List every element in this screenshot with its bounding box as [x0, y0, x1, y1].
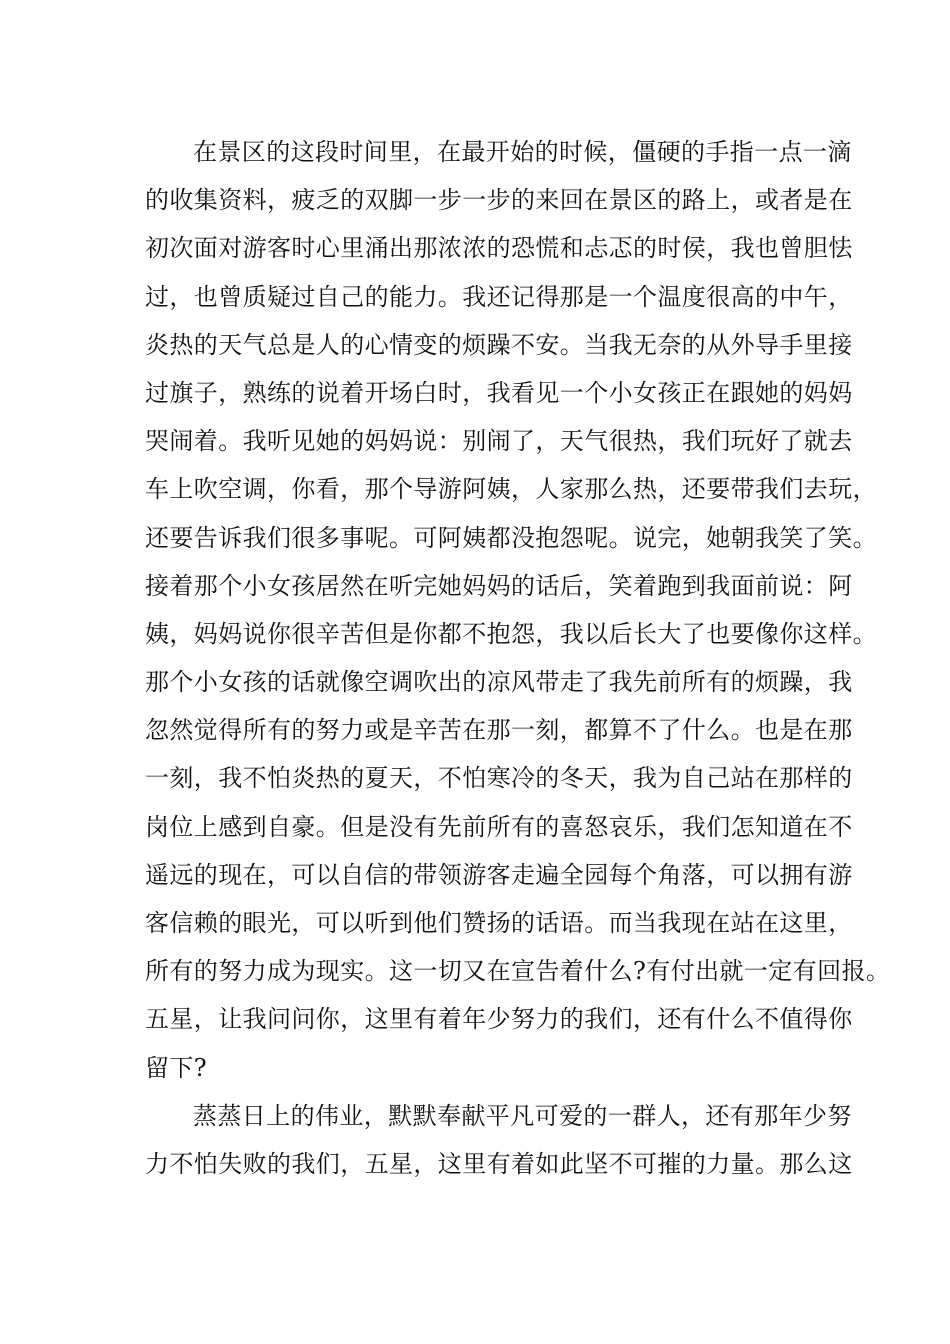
paragraph-line: 接着那个小女孩居然在听完她妈妈的话后，笑着跑到我面前说：阿	[145, 571, 853, 600]
paragraph-1	[145, 128, 891, 1092]
paragraph-line: 五星，让我问问你，这里有着年少努力的我们，还有什么不值得你	[145, 1005, 853, 1034]
paragraph-line: 岗位上感到自豪。但是没有先前所有的喜怒哀乐，我们怎知道在不	[145, 812, 853, 841]
paragraph-line: 所有的努力成为现实。这一切又在宣告着什么?有付出就一定有回报。	[145, 957, 891, 986]
paragraph-line: 初次面对游客时心里涌出那浓浓的恐慌和忐忑的时侯，我也曾胆怯	[145, 234, 853, 263]
paragraph-line: 蒸蒸日上的伟业，默默奉献平凡可爱的一群人，还有那年少努	[193, 1101, 852, 1130]
paragraph-line: 力不怕失败的我们，五星，这里有着如此坚不可摧的力量。那么这	[145, 1149, 853, 1178]
paragraph-line: 一刻，我不怕炎热的夏天，不怕寒冷的冬天，我为自己站在那样的	[145, 764, 853, 793]
paragraph-line: 过旗子，熟练的说着开场白时，我看见一个小女孩正在跟她的妈妈	[145, 378, 853, 407]
paragraph-line: 炎热的天气总是人的心情变的烦躁不安。当我无奈的从外导手里接	[145, 330, 853, 359]
paragraph-line: 还要告诉我们很多事呢。可阿姨都没抱怨呢。说完，她朝我笑了笑。	[145, 523, 877, 552]
paragraph-line: 那个小女孩的话就像空调吹出的凉风带走了我先前所有的烦躁，我	[145, 668, 853, 697]
paragraph-line: 的收集资料，疲乏的双脚一步一步的来回在景区的路上，或者是在	[145, 186, 853, 215]
paragraph-line: 姨，妈妈说你很辛苦但是你都不抱怨，我以后长大了也要像你这样。	[145, 619, 877, 648]
paragraph-line: 客信赖的眼光，可以听到他们赞扬的话语。而当我现在站在这里，	[145, 909, 853, 937]
paragraph-2	[145, 1092, 853, 1188]
paragraph-line: 留下?	[145, 1053, 208, 1082]
paragraph-line: 过，也曾质疑过自己的能力。我还记得那是一个温度很高的中午，	[145, 282, 853, 311]
paragraph-line: 忽然觉得所有的努力或是辛苦在那一刻，都算不了什么。也是在那	[145, 716, 853, 745]
paragraph-line: 在景区的这段时间里，在最开始的时候，僵硬的手指一点一滴	[193, 138, 852, 166]
paragraph-line: 遥远的现在，可以自信的带领游客走遍全园每个角落，可以拥有游	[145, 860, 853, 889]
paragraph-line: 哭闹着。我听见她的妈妈说：别闹了，天气很热，我们玩好了就去	[145, 427, 853, 456]
document-body	[145, 128, 891, 1188]
paragraph-line: 车上吹空调，你看，那个导游阿姨，人家那么热，还要带我们去玩，	[145, 475, 877, 504]
